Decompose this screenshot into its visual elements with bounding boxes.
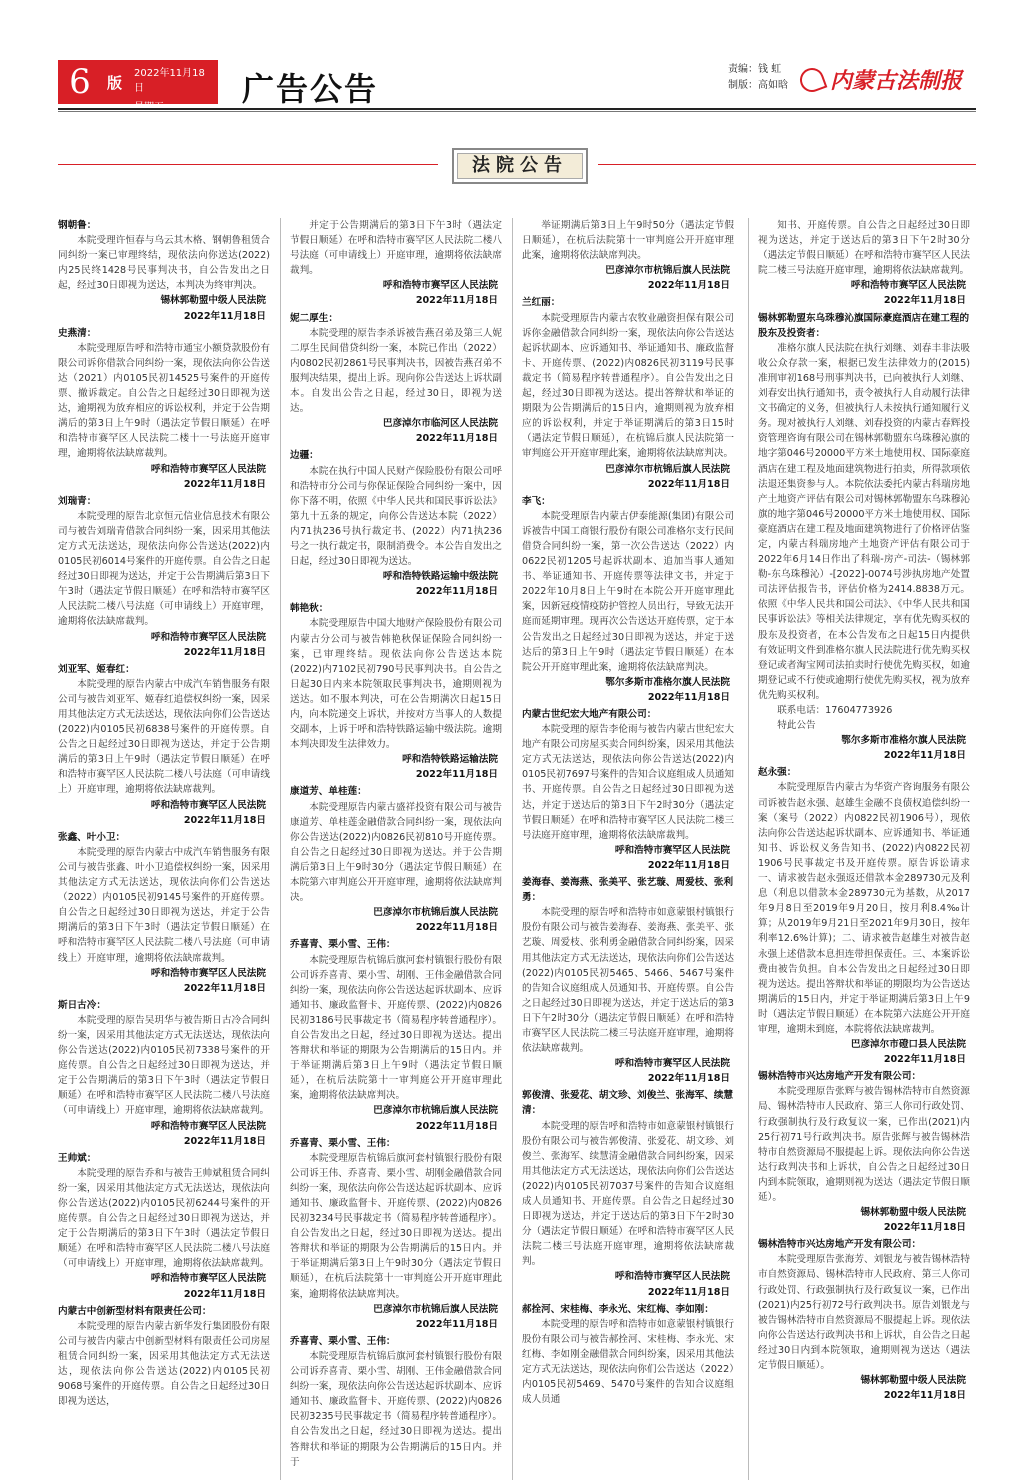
court-notice: [290, 784, 502, 935]
notice-addressee: 刘瑞青：: [58, 495, 97, 507]
page-header: [0, 0, 1024, 120]
notice-addressee: 郭俊清、张爱花、胡文珍、刘俊兰、张海军、续慧清：: [522, 1090, 734, 1117]
section-title: 广告公告: [242, 70, 379, 108]
notice-addressee: 姜海春、姜海燕、张美平、张艺璇、周爱枝、张利勇：: [522, 877, 734, 904]
banner-rule-left: [58, 164, 438, 165]
notice-body: 本院受理原告杭锦后旗河套村镇银行股份有限公司诉乔喜青、栗小雪、胡刚、王伟金融借款合同纠纷一案，现依法向你公告送达起诉状副本、应诉通知书、廉政监督卡、开庭传票、(2022)内0826民初3186号民事裁定书（简易程序转普通程序）。自公告发出之日起，经过30日即视为送达。提出答辩状和举证的期限为公告期满后的15日内。并于举证期满后第3日上午9时（遇法定节假日顺延），在杭后法院第十一审判庭公开开庭审理此案，逾期将依法缺席判决。: [290, 954, 502, 1102]
notice-addressee: 内蒙古中创新型材料有限责任公司：: [58, 1305, 212, 1317]
notice-court: 呼和浩特铁路运输法院: [402, 754, 498, 766]
notice-court: 鄂尔多斯市准格尔旗人民法院: [605, 676, 730, 688]
notice-court: 巴彦淖尔市杭锦后旗人民法院: [373, 1105, 498, 1117]
notice-date: 2022年11月18日: [647, 859, 730, 871]
notice-court: 巴彦淖尔市临河区人民法院: [382, 418, 498, 430]
notice-body: 本院受理的原告北京恒元信业信息技术有限公司与被告刘瑞青借款合同纠纷一案，因采用其他法定方式无法送达，现依法向你公告送达(2022)内0105民初6014号案件的开庭传票。自公告之日起经过30日即视为送达，并定于公告期满后第3日下午3时（遇法定节假日顺延）在呼和浩特市赛罕区人民法院二楼八号法庭（可申请线上）开庭审理，逾期将依法缺席裁判。: [58, 510, 270, 628]
court-notice: [758, 1069, 970, 1235]
court-notice: [58, 662, 270, 828]
notice-body: 本院受理的原告呼和浩特市如意蒙银村镇银行股份有限公司与被告姜海春、姜海燕、张美平、张艺璇、周爱枝、张利勇金融借款合同纠纷案，因采用其他法定方式无法送达，现依法向你们公告送达(2022)内0105民初5465、5466、5467号案件的告知合议庭组成人员通知书、开庭传票。自公告之日起经过30日即视为送达，并定于送达后的第3日下午2时30分（遇法定节假日顺延）在呼和浩特市赛罕区人民法院二楼三号法庭开庭审理，逾期将依法缺席裁判。: [522, 907, 734, 1055]
producer-name: 制版：高如晗: [728, 80, 788, 91]
notice-court: 呼和浩特市赛罕区人民法院: [614, 844, 730, 856]
court-notice: [58, 1304, 270, 1410]
court-notice: [522, 875, 734, 1086]
court-notice: [58, 326, 270, 492]
notice-court: 呼和浩特市赛罕区人民法院: [150, 967, 266, 979]
notice-addressee: 刘亚军、姬春红：: [58, 663, 135, 675]
notice-court: 呼和浩特铁路运输中级法院: [382, 571, 498, 583]
notice-date: 2022年11月18日: [647, 280, 730, 292]
court-notice: [290, 601, 502, 782]
page-number: 6: [58, 60, 102, 104]
court-notice: [290, 937, 502, 1133]
notice-court: 巴彦淖尔市杭锦后旗人民法院: [373, 907, 498, 919]
issue-date: 2022年11月18日: [134, 68, 205, 94]
editor-name: 责编：钱 虹: [728, 64, 782, 75]
notice-addressee: 郝拴河、宋桂梅、李永光、宋红梅、李如刚：: [522, 1303, 714, 1315]
court-notice: [522, 1302, 734, 1408]
court-notice: [522, 295, 734, 491]
notice-date: 2022年11月18日: [415, 295, 498, 307]
notice-date: 2022年11月18日: [415, 922, 498, 934]
notice-body: 举证期满后第3日上午9时50分（遇法定节假日顺延），在杭后法院第十一审判庭公开开庭审理此案，逾期将依法缺席判决。: [522, 220, 734, 262]
header-rule: [58, 108, 976, 110]
notice-addressee: 乔喜青、栗小雪、王伟：: [290, 939, 396, 951]
column-divider: [748, 218, 749, 1480]
notice-court: 巴彦淖尔市杭锦后旗人民法院: [605, 265, 730, 277]
court-notice: [58, 830, 270, 996]
newspaper-name: 内蒙古法制报: [830, 68, 963, 94]
notice-court: 巴彦淖尔市磴口县人民法院: [850, 1039, 966, 1051]
notice-addressee: 史燕清：: [58, 327, 97, 339]
notice-court: 呼和浩特市赛罕区人民法院: [850, 280, 966, 292]
notice-body: 本院受理原告内蒙古盛祥投资有限公司与被告康道芳、单桂莲金融借款合同纠纷一案，现依法向你公告送达(2022)内0826民初810号开庭传票。自公告之日起经过30日即视为送达。并于公告期满后第3日上午9时30分（遇法定节假日顺延）在本院第六审判庭公开开庭审理，逾期将依法缺席判决。: [290, 801, 502, 904]
notice-court: 呼和浩特市赛罕区人民法院: [150, 463, 266, 475]
notice-body: 本院在执行中国人民财产保险股份有限公司呼和浩特市分公司与你保证保险合同纠纷一案中，因你下落不明，依照《中华人民共和国民事诉讼法》第九十五条的规定，向你公告送达本院（2022）内71执236号执行裁定书、(2022）内71执236号之一执行裁定书，限制消费令。本公告自发出之日起，经过30日即视为送达。: [290, 465, 502, 568]
issue-date-box: [126, 60, 218, 104]
court-notice: [758, 765, 970, 1067]
notice-body: 本院受理原告杭锦后旗河套村镇银行股份有限公司诉王伟、乔喜青、栗小雪、胡刚金融借款合同纠纷一案，现依法向你公告送达起诉状副本、应诉通知书、廉政监督卡、开庭传票、(2022)内0826民初3234号民事裁定书（简易程序转普通程序）。自公告发出之日起，经过30日即视为送达。提出答辩状和举证的期限为公告期满后的15日内。并于举证期满后第3日上午9时30分（遇法定节假日顺延），在杭后法院第十一审判庭公开开庭审理此案，逾期将依法缺席判决。: [290, 1152, 502, 1300]
notice-body: 本院受理的原告内蒙古中成汽车销售服务有限公司与被告张鑫、叶小卫追偿权纠纷一案，因采用其他法定方式无法送达，现依法向你们公告送达（2022）内0105民初9145号案件的开庭传票。自公告之日起经过30日即视为送达，并定于公告期满后的第3日下午3时（遇法定节假日顺延）在呼和浩特市赛罕区人民法院二楼八号法庭（可申请线上）开庭审理，逾期将依法缺席裁判。: [58, 846, 270, 964]
notice-court: 巴彦淖尔市杭锦后旗人民法院: [605, 463, 730, 475]
notice-body: 本院受理的原告呼和浩特市如意蒙银村镇银行股份有限公司与被告郭俊清、张爱花、胡文珍、刘俊兰、张海军、续慧清金融借款合同纠纷案，因采用其他法定方式无法送达，现依法向你们公告送达(2022)内0105民初7037号案件的告知合议庭组成人员通知书、开庭传票。自公告之日起经过30日即视为送达，并定于送达后的第3日下午2时30分（遇法定节假日顺延）在呼和浩特市赛罕区人民法院二楼三号法庭开庭审理，逾期将依法缺席裁判。: [522, 1120, 734, 1268]
notice-court: 鄂尔多斯市准格尔旗人民法院: [841, 735, 966, 747]
notice-addressee: 钢朝鲁：: [58, 220, 97, 231]
notice-column: [758, 218, 970, 1480]
notice-date: 2022年11月18日: [183, 1135, 266, 1147]
court-notice-banner: [58, 146, 976, 186]
header-rule-thin: [58, 111, 976, 112]
notice-court: 锡林郭勒盟中级人民法院: [860, 1375, 966, 1387]
notice-addressee: 内蒙古世纪宏大地产有限公司：: [522, 709, 657, 720]
notice-date: 2022年11月18日: [647, 1286, 730, 1298]
notice-addressee: 锡林浩特市兴达房地产开发有限公司：: [758, 1239, 922, 1251]
notice-addressee: 李飞：: [522, 495, 551, 507]
newspaper-logo-icon: [797, 65, 828, 96]
court-notice: [758, 1237, 970, 1403]
notice-addressee: 张鑫、叶小卫：: [58, 831, 126, 843]
notice-body: 本院受理原告呼和浩特市通宝小额贷款股份有限公司诉你借款合同纠纷一案，现依法向你公告送达（2021）内0105民初14525号案件的开庭传票、撤诉裁定。自公告之日起经过30日即视为送达，逾期视为放弃相应的诉讼权利，并定于公告期满后的第3日上午9时（遇法定节假日顺延）在呼和浩特市赛罕区人民法院二楼十一号法庭开庭审理，逾期将依法缺席裁判。: [58, 342, 270, 460]
notice-addressee: 边疆：: [290, 450, 319, 462]
notice-body: 本院受理的原告呼和浩特市如意蒙银村镇银行股份有限公司与被告郝拴河、宋桂梅、李永光、宋红梅、李如刚金融借款合同纠纷案，因采用其他法定方式无法送达，现依法向你们公告送达（2022）内0105民初5469、5470号案件的告知合议庭组成人员通: [522, 1318, 734, 1406]
court-notice: [758, 311, 970, 764]
notice-body: 本院受理的原告乔和与被告王帅斌租赁合同纠纷一案，因采用其他法定方式无法送达，现依法向你公告送达(2022)内0105民初6244号案件的开庭传票。自公告之日起经过30日即视为送达，并定于公告期满后的第3日下午3时（遇法定节假日顺延）在呼和浩特市赛罕区人民法院二楼八号法庭（可申请线上）开庭审理，逾期将依法缺席裁判。: [58, 1167, 270, 1270]
notice-date: 2022年11月18日: [415, 1318, 498, 1330]
court-notice: [522, 218, 734, 293]
notice-columns: [58, 218, 976, 1480]
notice-date: 2022年11月18日: [415, 1120, 498, 1132]
notice-body: 知书、开庭传票。自公告之日起经过30日即视为送达，并定于送达后的第3日下午2时30分（遇法定节假日顺延）在呼和浩特市赛罕区人民法院二楼三号法庭开庭审理，逾期将依法缺席裁判。: [758, 220, 970, 277]
column-divider: [280, 218, 281, 1480]
notice-court: 锡林郭勒盟中级人民法院: [860, 1207, 966, 1219]
court-notice: [58, 494, 270, 660]
notice-body: 本院受理的原告李伦雨与被告内蒙古世纪宏大地产有限公司房屋买卖合同纠纷案，因采用其他法定方式无法送达，现依法向你公告送达(2022)内0105民初7697号案件的告知合议庭组成人员通知书、开庭传票。自公告之日起经过30日即视为送达，并定于送达后的第3日下午2时30分（遇法定节假日顺延）在呼和浩特市赛罕区人民法院二楼三号法庭开庭审理，逾期将依法缺席裁判。: [522, 724, 734, 841]
notice-date: 2022年11月18日: [647, 691, 730, 703]
notice-addressee: 斯日古冷：: [58, 999, 106, 1011]
court-notice: [58, 218, 270, 324]
notice-court: 呼和浩特市赛罕区人民法院: [150, 1120, 266, 1132]
notice-date: 2022年11月18日: [415, 769, 498, 781]
court-notice: [758, 218, 970, 309]
notice-date: 2022年11月18日: [183, 646, 266, 658]
notice-body: 本院受理的原告吴玥华与被告斯日古冷合同纠纷一案，因采用其他法定方式无法送达，现依法向你公告送达(2022)内0105民初7338号案件的开庭传票。自公告之日起经过30日即视为送达，并定于公告期满后的第3日下午3时（遇法定节假日顺延）在呼和浩特市赛罕区人民法院二楼八号法庭（可申请线上）开庭审理，逾期将依法缺席裁判。: [58, 1014, 270, 1117]
banner-rule-right: [598, 164, 976, 165]
page-ban-label: 版: [102, 60, 126, 104]
court-notice: [522, 494, 734, 705]
court-notice: [522, 707, 734, 873]
notice-court: 呼和浩特市赛罕区人民法院: [150, 1273, 266, 1285]
court-notice: [58, 1151, 270, 1302]
newspaper-logo: [800, 64, 970, 92]
notice-body: 本院受理许恒春与乌云其木格、钢朝鲁租赁合同纠纷一案已审理终结，现依法向你送达(2022)内25民终1428号民事判决书，自公告发出之日起，经过30日即视为送达，本判决为终审判决。: [58, 235, 270, 292]
notice-addressee: 兰红丽：: [522, 297, 561, 309]
notice-body: 本院受理原告内蒙古为华资产咨询服务有限公司诉被告赵永强、赵雄生金融不良债权追偿纠纷一案（案号（2022）内0822民初1906号），现依法向你公告送达起诉状副本、应诉通知书、举证通知书、诉讼权义务告知书、(2022)内0822民初1906号民事裁定书及开庭传票。原告诉讼请求一、请求被告赵永强返还借款本金289730元及利息（利息以借款本金289730元为基数，从2017年9月8日至2019年9月20日，按月利8.4‰计算；从2019年9月21日至2021年9月30日，按年利率12.6%计算)；二、请求被告赵雄生对被告赵永强上述借款本息担连带担保责任。三、本案诉讼费由被告负担。自本公告发出之日起经过30日即视为送达。提出答辩状和举证的期限均为公告送达期满后的15日内，并定于举证期满后第3日上午9时（遇法定节假日顺延）在本院第六法庭公开开庭审理，逾期未到庭，本院将依法缺席裁判。: [758, 782, 970, 1035]
court-notice: [290, 448, 502, 599]
notice-date: 2022年11月18日: [647, 478, 730, 490]
notice-closing: 特此公告: [777, 720, 816, 732]
notice-court: 锡林郭勒盟中级人民法院: [160, 295, 266, 307]
notice-body: 本院受理原告张海芳、刘银龙与被告锡林浩特市自然资源局、锡林浩特市人民政府、第三人你司行政处罚、行政强制执行及行政复议一案，已作出(2021)内25行初72号行政判决书。原告刘银龙与被告锡林浩特市自然资源局不服提起上诉。现依法向你公告送达行政判决书和上诉状，自公告之日起经过30日内到本院领取，逾期则视为送达（遇法定节假日顺延）。: [758, 1254, 970, 1372]
notice-column: [522, 218, 734, 1480]
notice-addressee: 乔喜青、栗小雪、王伟：: [290, 1335, 396, 1347]
court-notice: [290, 311, 502, 447]
notice-body: 本院受理的原告内蒙古中成汽车销售服务有限公司与被告刘亚军、姬春红追偿权纠纷一案，因采用其他法定方式无法送达，现依法向你们公告送达(2022)内0105民初6838号案件的开庭传票。自公告之日起经过30日即视为送达，并定于公告期满后的第3日上午9时（遇法定节假日顺延）在呼和浩特市赛罕区人民法院二楼八号法庭（可申请线上）开庭审理，逾期将依法缺席裁判。: [58, 678, 270, 796]
court-notice: [58, 998, 270, 1149]
notice-date: 2022年11月18日: [415, 586, 498, 598]
notice-contact: 联系电话：17604773926: [777, 705, 893, 716]
court-notice: [290, 1136, 502, 1332]
notice-date: 2022年11月18日: [183, 478, 266, 490]
notice-body: 本院受理原告内蒙古伊泰能源(集团)有限公司诉被告中国工商银行股份有限公司准格尔支行民间借贷合同纠纷一案，第一次公告送达（2022）内0622民初1205号起诉状副本、追加当事人通知书、举证通知书、开庭传票等法律文书，并定于2022年10月8日上午9时在本院公开开庭审理此案，因新冠疫情疫防护管控人员出行，导致无法开庭而延期审理。现再次公告送达开庭传票，定于本公告发出之日起经过30日即视为送达，并定于送达后的第3日上午9时（遇法定节假日顺延）在本院公开开庭审理此案，逾期将依法缺席判决。: [522, 510, 734, 673]
notice-body: 本院受理原告内蒙古农牧业融资担保有限公司诉你金融借款合同纠纷一案，现依法向你公告送达起诉状副本、应诉通知书、举证通知书、廉政监督卡、开庭传票、(2022)内0826民初3119号民事裁定书（简易程序转普通程序）。自公告发出之日起，经过30日即视为送达。提出答辩状和举证的期限为公告期满后的15日内，逾期则视为放弃相应的诉讼权利，并定于举证期满后的第3日15时（遇法定节假日顺延），在杭锦后旗人民法院第一审判庭公开开庭审理此案，逾期将依法缺席判决。: [522, 312, 734, 460]
notice-addressee: 赵永强：: [758, 767, 797, 779]
notice-date: 2022年11月18日: [883, 1054, 966, 1066]
notice-addressee: 锡林郭勒盟东乌珠穆沁旗国际豪庭酒店在建工程的股东及投资者：: [758, 312, 970, 339]
notice-body: 本院受理的原告李杀诉被告燕召弟及第三人妮二厚生民间借贷纠纷一案，本院已作出（2022）内0802民初2861号民事判决书，因被告燕召弟不服判决结果，提出上诉。现向你公告送达上诉状副本。自发出公告之日起，经过30日，即视为送达。: [290, 327, 502, 415]
notice-court: 呼和浩特市赛罕区人民法院: [614, 1271, 730, 1283]
notice-addressee: 乔喜青、栗小雪、王伟：: [290, 1137, 396, 1149]
notice-body: 本院受理原告张辉与被告锡林浩特市自然资源局、锡林浩特市人民政府、第三人你司行政处罚、行政强制执行及行政复议一案，已作出(2021)内25行初71号行政判决书。原告张辉与被告锡林浩特市自然资源局不服提起上诉。现依法向你公告送达行政判决书和上诉状，自公告之日起经过30日内到本院领取，逾期则视为送达（遇法定节假日顺延）。: [758, 1086, 970, 1203]
court-notice: [522, 1088, 734, 1299]
notice-addressee: 王帅斌：: [58, 1152, 97, 1164]
notice-body: 并定于公告期满后的第3日下午3时（遇法定节假日顺延）在呼和浩特市赛罕区人民法院二楼八号法庭（可申请线上）开庭审理，逾期将依法缺席裁判。: [290, 220, 502, 277]
notice-court: 呼和浩特市赛罕区人民法院: [614, 1058, 730, 1070]
notice-body: 本院受理原告杭锦后旗河套村镇银行股份有限公司诉乔喜青、栗小雪、胡刚、王伟金融借款合同纠纷一案，现依法向你公告送达起诉状副本、应诉通知书、廉政监督卡、开庭传票、(2022)内0826民初3235号民事裁定书（简易程序转普通程序）。自公告发出之日起，经过30日即视为送达。提出答辩状和举证的期限为公告期满后的15日内。并于: [290, 1350, 502, 1468]
notice-date: 2022年11月18日: [183, 1288, 266, 1300]
column-divider: [512, 218, 513, 1480]
notice-date: 2022年11月18日: [183, 310, 266, 322]
notice-addressee: 妮二厚生：: [290, 312, 338, 324]
notice-date: 2022年11月18日: [883, 1390, 966, 1402]
notice-court: 巴彦淖尔市杭锦后旗人民法院: [373, 1303, 498, 1315]
court-notice: [290, 1334, 502, 1470]
notice-date: 2022年11月18日: [415, 433, 498, 445]
notice-date: 2022年11月18日: [883, 1222, 966, 1234]
notice-addressee: 康道芳、单桂莲：: [290, 786, 367, 798]
notice-column: [290, 218, 502, 1480]
notice-date: 2022年11月18日: [183, 982, 266, 994]
banner-title: 法院公告: [452, 148, 588, 184]
notice-body: 准格尔旗人民法院在执行刘继、刘春丰非法吸收公众存款一案，根据已发生法律效力的(2015)准刑审初168号刑事判决书，已向被执行人刘继、刘春安出执行通知书，责令被执行人自动履行法律文书确定的义务，但被执行人未按执行通知履行义务。现对被执行人刘继、刘春投资的内蒙古春辉投资管理咨询有限公司在锡林郭勒盟东乌珠穆沁旗的地字第046号20000平方米土地使用权、国际豪庭酒店在建工程及地面建筑物进行拍卖，所得款项依法退还集资参与人。本院依法委托内蒙古科瑞房地产土地资产评估有限公司对锡林郭勒盟东乌珠穆沁旗的地字第046号20000平方米土地使用权、国际豪庭酒店在建工程及地面建筑物进行了价格评估鉴定，内蒙古科瑞房地产土地资产评估有限公司于2022年6月14日作出了科瑞-房产-司法-（锡林郭勒-东乌珠穆沁）-[2022]-0074号涉执房地产处置司法评估报告书，评估价格为2414.8838万元。依照《中华人民共和国公司法》、《中华人民共和国民事诉讼法》等相关法律规定，享有优先购买权的股东及投资者，在本公告发布之日起15日内提供有效证明文件到准格尔旗人民法院进行优先购买权登记或者淘宝网司法拍卖时行使优先购买权，如逾期登记或不行使或逾期行使优先购买权，视为放弃优先购买权利。: [758, 342, 970, 701]
notice-date: 2022年11月18日: [883, 295, 966, 307]
notice-body: 本院受理原告中国大地财产保险股份有限公司内蒙古分公司与被告韩艳秋保证保险合同纠纷一案，已审理终结。现依法向你公告送达本院(2022)内7102民初790号民事判决书。自公告之日起30日内来本院领取民事判决书，逾期则视为送达。如不服本判决，可在公告期满次日起15日内，向本院递交上诉状，并按对方当事人的人数提交副本，上诉于呼和浩特铁路运输中级法院。逾期本判决即发生法律效力。: [290, 618, 502, 751]
notice-date: 2022年11月18日: [183, 814, 266, 826]
notice-body: 本院受理的原告内蒙古新华发行集团股份有限公司与被告内蒙古中创新型材料有限责任公司房屋租赁合同纠纷一案，因采用其他法定方式无法送达，现依法向你公告送达(2022)内0105民初9068号案件的开庭传票。自公告之日起经过30日即视为送达，: [58, 1320, 270, 1408]
notice-court: 呼和浩特市赛罕区人民法院: [150, 799, 266, 811]
notice-date: 2022年11月18日: [647, 1073, 730, 1085]
notice-addressee: 锡林浩特市兴达房地产开发有限公司：: [758, 1071, 922, 1083]
notice-column: [58, 218, 270, 1480]
court-notice: [290, 218, 502, 309]
notice-court: 呼和浩特市赛罕区人民法院: [382, 280, 498, 292]
notice-addressee: 韩艳秋：: [290, 603, 329, 615]
notice-date: 2022年11月18日: [883, 750, 966, 762]
notice-court: 呼和浩特市赛罕区人民法院: [150, 631, 266, 643]
editor-credits: [728, 62, 788, 94]
